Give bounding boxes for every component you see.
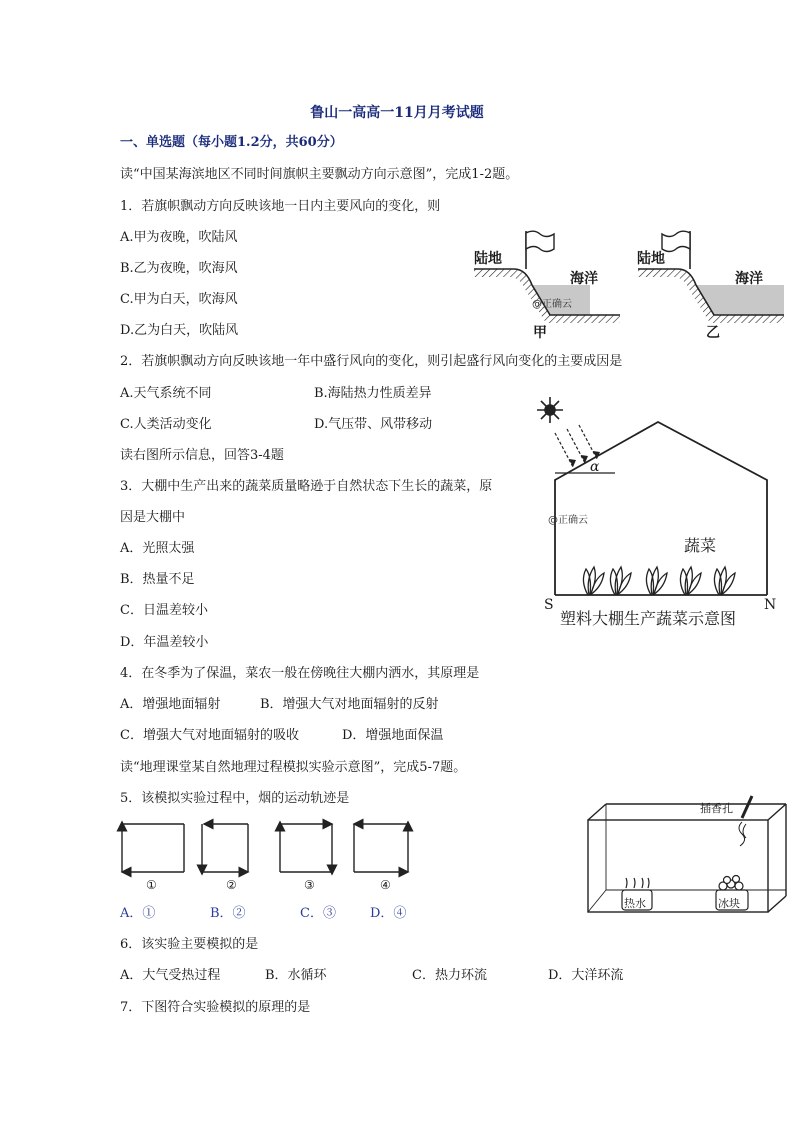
q5-option-d: D．④ — [370, 906, 407, 921]
q1-option-a: A.甲为夜晚，吹陆风 — [120, 230, 238, 245]
q3-option-d: D．年温差较小 — [120, 635, 209, 650]
q6-option-b: B．水循环 — [265, 968, 327, 983]
trajectory-label-3: ③ — [304, 878, 315, 892]
q3-stem-line1: 3．大棚中生产出来的蔬菜质量略逊于自然状态下生长的蔬菜，原 — [120, 479, 493, 494]
tank-ice-label: 冰块 — [718, 897, 740, 910]
greenhouse-n-label: N — [764, 597, 777, 613]
trajectory-label-4: ④ — [380, 878, 391, 892]
coast-sea-label-yi: 海洋 — [735, 271, 763, 287]
q5-option-c: C．③ — [300, 906, 336, 921]
q2-option-c: C.人类活动变化 — [120, 417, 212, 432]
q3-stem-line2: 因是大棚中 — [120, 510, 186, 525]
q5-option-a: A．① — [120, 906, 156, 921]
coast-yi-label: 乙 — [706, 325, 720, 341]
vegetable-icons — [583, 567, 735, 595]
q5-trajectory-diagrams — [118, 818, 418, 878]
q2-stem: 2．若旗帜飘动方向反映该地一年中盛行风向的变化，则引起盛行风向变化的主要成因是 — [120, 354, 623, 369]
greenhouse-alpha: α — [590, 459, 600, 475]
watermark-greenhouse: @正确云 — [548, 515, 588, 526]
q1-option-d: D.乙为白天，吹陆风 — [120, 323, 239, 338]
greenhouse-veg-label: 蔬菜 — [684, 536, 717, 555]
q4-stem: 4．在冬季为了保温，菜农一般在傍晚往大棚内洒水，其原理是 — [120, 666, 480, 681]
q3-option-a: A．光照太强 — [120, 541, 195, 556]
q2-option-b: B.海陆热力性质差异 — [314, 386, 432, 401]
tank-figure — [580, 790, 790, 920]
intro-5-7: 读“地理课堂某自然地理过程模拟实验示意图”，完成5-7题。 — [120, 760, 467, 775]
q6-option-c: C．热力环流 — [412, 968, 487, 983]
q7-stem: 7．下图符合实验模拟的原理的是 — [120, 1000, 311, 1015]
q4-option-c: C．增强大气对地面辐射的吸收 — [120, 728, 299, 743]
q2-option-d: D.气压带、风带移动 — [314, 417, 433, 432]
coast-land-label-jia: 陆地 — [474, 251, 502, 267]
q5-option-b: B．② — [210, 906, 246, 921]
q2-option-a: A.天气系统不同 — [120, 386, 212, 401]
q4-option-d: D．增强地面保温 — [342, 728, 444, 743]
q4-option-b: B．增强大气对地面辐射的反射 — [260, 697, 439, 712]
greenhouse-figure — [535, 395, 785, 605]
q3-option-c: C．日温差较小 — [120, 603, 208, 618]
q4-option-a: A．增强地面辐射 — [120, 697, 221, 712]
q6-stem: 6．该实验主要模拟的是 — [120, 937, 259, 952]
trajectory-4 — [354, 824, 408, 872]
trajectory-label-1: ① — [146, 878, 157, 892]
page-title: 鲁山一高高一11月月考试题 — [310, 105, 484, 121]
greenhouse-s-label: S — [544, 597, 554, 613]
q1-stem: 1．若旗帜飘动方向反映该地一日内主要风向的变化，则 — [120, 199, 441, 214]
q1-option-c: C.甲为白天，吹海风 — [120, 292, 238, 307]
trajectory-2 — [202, 824, 248, 872]
coast-land-label-yi: 陆地 — [637, 251, 665, 267]
tank-hole-label: 插香孔 — [700, 802, 733, 815]
q6-option-d: D．大洋环流 — [548, 968, 624, 983]
intro-1-2: 读“中国某海滨地区不同时间旗帜主要飘动方向示意图”，完成1-2题。 — [120, 167, 519, 182]
trajectory-1 — [122, 824, 184, 872]
coast-jia-label: 甲 — [533, 325, 547, 341]
q5-stem: 5．该模拟实验过程中，烟的运动轨迹是 — [120, 791, 350, 806]
q6-option-a: A．大气受热过程 — [120, 968, 221, 983]
greenhouse-caption: 塑料大棚生产蔬菜示意图 — [560, 609, 737, 628]
sun-icon — [537, 397, 563, 423]
trajectory-label-2: ② — [226, 878, 237, 892]
tank-hot-label: 热水 — [624, 897, 646, 910]
q3-option-b: B．热量不足 — [120, 572, 195, 587]
watermark-coast: @正确云 — [532, 299, 572, 310]
coast-sea-label-jia: 海洋 — [570, 271, 598, 287]
section-heading: 一、单选题（每小题1.2分，共60分） — [120, 135, 343, 150]
trajectory-3 — [280, 824, 332, 872]
q1-option-b: B.乙为夜晚，吹海风 — [120, 261, 238, 276]
intro-3-4: 读右图所示信息，回答3-4题 — [120, 448, 284, 463]
